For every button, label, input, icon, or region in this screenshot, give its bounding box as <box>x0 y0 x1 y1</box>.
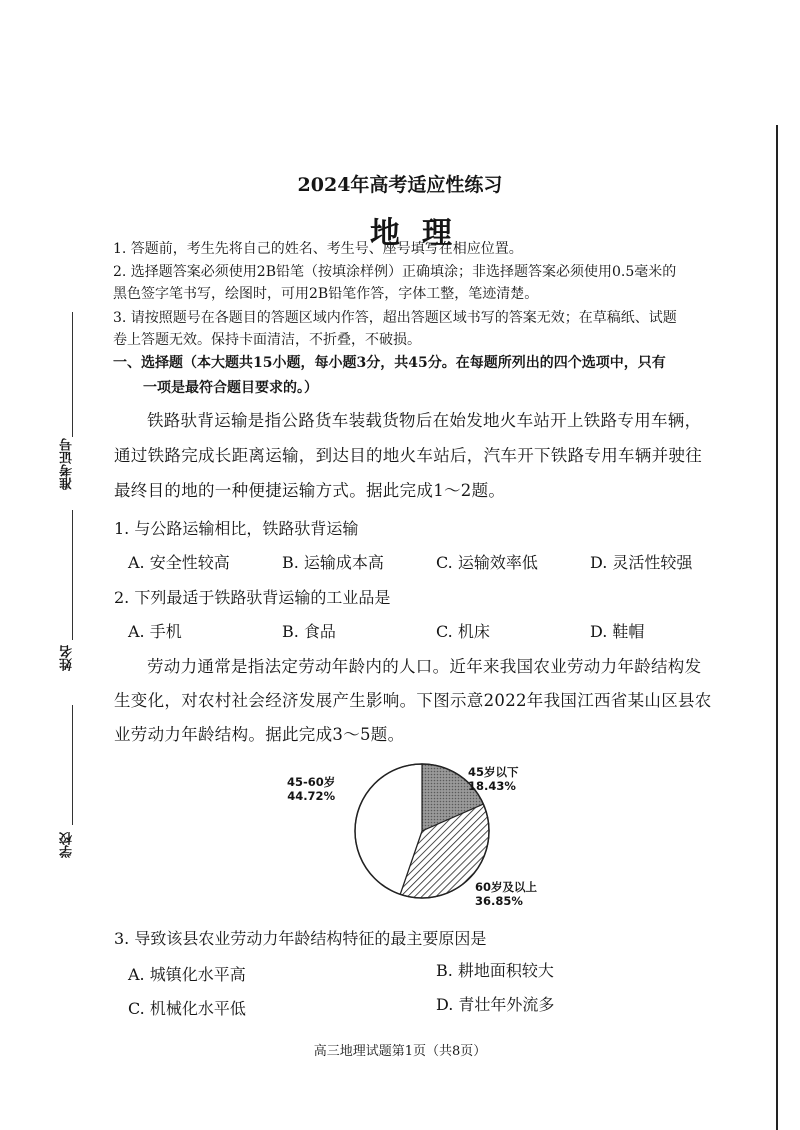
q2-option-b[interactable]: B. 食品 <box>282 622 336 641</box>
question-1-stem: 1. 与公路运输相比，铁路驮背运输 <box>114 519 359 538</box>
subject-title: 地理 <box>370 216 474 251</box>
instruction-line: 1. 答题前，考生先将自己的姓名、考生号、座号填写在相应位置。 <box>113 241 523 257</box>
slice-name-60-plus: 60岁及以上 <box>475 880 538 894</box>
q1-option-d[interactable]: D. 灵活性较强 <box>590 553 693 572</box>
slice-label-under-45 <box>468 765 519 793</box>
slice-value-60-plus: 36.85% <box>475 894 523 908</box>
sidebar-exam-no-label: 准考证号 <box>60 438 75 490</box>
slice-name-under-45: 45岁以下 <box>468 765 519 779</box>
passage1-line: 通过铁路完成长距离运输，到达目的地火车站后，汽车开下铁路专用车辆并驶往 <box>114 446 702 465</box>
sidebar-line-exam-no <box>72 312 73 437</box>
q1-option-a[interactable]: A. 安全性较高 <box>128 553 230 572</box>
slice-value-under-45: 18.43% <box>468 779 516 793</box>
slice-label-45-60 <box>287 775 335 803</box>
slice-name-45-60: 45-60岁 <box>287 775 336 789</box>
exam-title: 2024年高考适应性练习 <box>297 174 503 196</box>
q1-option-c[interactable]: C. 运输效率低 <box>436 553 538 572</box>
q3-option-a[interactable]: A. 城镇化水平高 <box>128 965 246 984</box>
instruction-line: 卷上答题无效。保持卡面清洁，不折叠，不破损。 <box>113 332 421 348</box>
passage2-line: 生变化，对农村社会经济发展产生影响。下图示意2022年我国江西省某山区县农 <box>114 691 712 710</box>
question-3-stem: 3. 导致该县农业劳动力年龄结构特征的最主要原因是 <box>114 929 487 948</box>
sidebar-school-label: 学校 <box>60 832 75 858</box>
slice-value-45-60: 44.72% <box>287 789 336 803</box>
q3-option-d[interactable]: D. 青壮年外流多 <box>436 995 555 1014</box>
q1-option-b[interactable]: B. 运输成本高 <box>282 553 384 572</box>
passage1-line: 铁路驮背运输是指公路货车装载货物后在始发地火车站开上铁路专用车辆， <box>147 411 702 430</box>
q3-option-c[interactable]: C. 机械化水平低 <box>128 999 246 1018</box>
passage2-line: 业劳动力年龄结构。据此完成3～5题。 <box>114 725 405 744</box>
slice-label-60-plus <box>475 880 537 908</box>
instruction-line: 黑色签字笔书写，绘图时，可用2B铅笔作答，字体工整，笔迹清楚。 <box>113 286 539 302</box>
sidebar-name-label: 姓名 <box>60 645 75 671</box>
instruction-line: 3. 请按照题号在各题目的答题区域内作答，超出答题区域书写的答案无效；在草稿纸、试题 <box>113 310 677 326</box>
question-2-stem: 2. 下列最适于铁路驮背运输的工业品是 <box>114 588 391 607</box>
passage1-line: 最终目的地的一种便捷运输方式。据此完成1～2题。 <box>114 481 506 500</box>
sidebar-line-school <box>72 705 73 825</box>
section-heading: 一、选择题（本大题共15小题，每小题3分，共45分。在每题所列出的四个选项中，只有 <box>113 355 666 371</box>
page-footer: 高三地理试题第1页（共8页） <box>313 1044 487 1059</box>
q2-option-a[interactable]: A. 手机 <box>128 622 182 641</box>
passage2-line: 劳动力通常是指法定劳动年龄内的人口。近年来我国农业劳动力年龄结构发 <box>147 657 702 676</box>
section-heading-cont: 一项是最符合题目要求的。） <box>143 380 318 396</box>
binding-rule <box>776 125 778 1130</box>
q3-option-b[interactable]: B. 耕地面积较大 <box>436 961 554 980</box>
sidebar-line-name <box>72 510 73 640</box>
instruction-line: 2. 选择题答案必须使用2B铅笔（按填涂样例）正确填涂；非选择题答案必须使用0.5毫米的 <box>113 264 677 280</box>
q2-option-d[interactable]: D. 鞋帽 <box>590 622 645 641</box>
q2-option-c[interactable]: C. 机床 <box>436 622 490 641</box>
